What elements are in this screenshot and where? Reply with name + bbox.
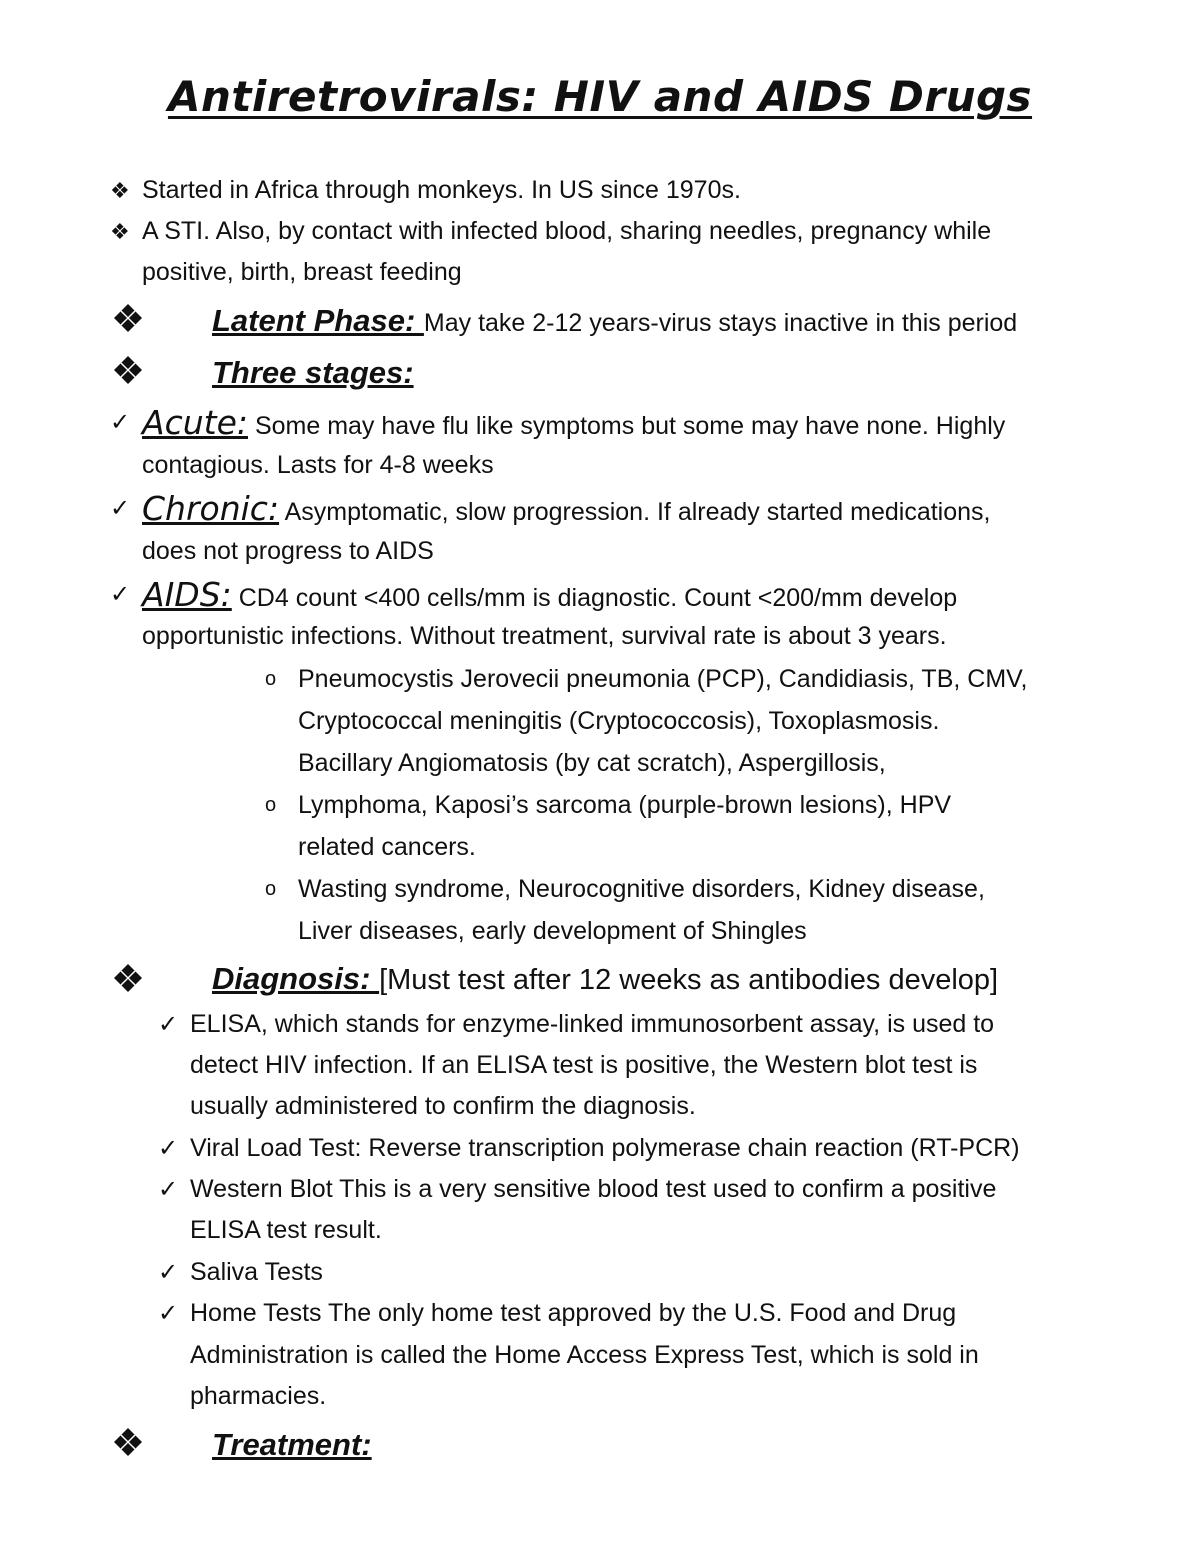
- aids-subitem: Lymphoma, Kaposi’s sarcoma (purple-brown lesions), HPV: [298, 791, 952, 819]
- stage-name: Acute:: [142, 403, 248, 442]
- stage-chronic-cont: does not progress to AIDS: [142, 537, 434, 565]
- check-icon: ✓: [158, 1258, 179, 1286]
- diagnosis-item-cont: detect HIV infection. If an ELISA test is positive, the Western blot test is: [190, 1051, 978, 1079]
- stage-name: Chronic:: [142, 489, 280, 528]
- stage-aids-cont: opportunistic infections. Without treatment, survival rate is about 3 years.: [142, 622, 947, 650]
- check-icon: ✓: [158, 1299, 179, 1327]
- check-icon: ✓: [110, 408, 131, 436]
- check-icon: ✓: [110, 580, 131, 608]
- intro-item: Started in Africa through monkeys. In US since 1970s.: [142, 176, 741, 204]
- aids-subitem: Wasting syndrome, Neurocognitive disorders, Kidney disease,: [298, 875, 985, 903]
- latent-phase-heading: Latent Phase:: [212, 303, 424, 338]
- diagnosis-item-cont: pharmacies.: [190, 1382, 327, 1410]
- check-icon: ✓: [158, 1010, 179, 1038]
- filled-diamond-icon: [112, 354, 144, 386]
- aids-subitem: Pneumocystis Jerovecii pneumonia (PCP), Candidiasis, TB, CMV,: [298, 665, 1028, 693]
- check-icon: ✓: [110, 494, 131, 522]
- treatment-heading: Treatment:: [212, 1427, 372, 1462]
- aids-subitem-cont: Bacillary Angiomatosis (by cat scratch), Aspergillosis,: [298, 749, 886, 777]
- diagnosis-item: ELISA, which stands for enzyme-linked immunosorbent assay, is used to: [190, 1010, 995, 1038]
- intro-item: A STI. Also, by contact with infected blood, sharing needles, pregnancy while: [142, 217, 992, 245]
- filled-diamond-icon: [112, 302, 144, 334]
- diagnosis-heading: Diagnosis:: [212, 961, 380, 996]
- diagnosis-item: Western Blot This is a very sensitive blood test used to confirm a positive: [190, 1175, 997, 1203]
- aids-subitem-cont: Liver diseases, early development of Shingles: [298, 917, 807, 945]
- page-title: Antiretrovirals: HIV and AIDS Drugs: [167, 72, 1033, 121]
- diagnosis-item-cont: Administration is called the Home Access Express Test, which is sold in: [190, 1341, 979, 1369]
- intro-item-cont: positive, birth, breast feeding: [142, 258, 462, 286]
- stage-aids: AIDS: CD4 count <400 cells/mm is diagnostic. Count <200/mm develop: [142, 575, 958, 614]
- circle-bullet-icon: o: [265, 878, 277, 900]
- latent-phase-line: [212, 300, 1017, 344]
- diagnosis-item: Saliva Tests: [190, 1258, 323, 1286]
- stage-chronic: Chronic: Asymptomatic, slow progression. If already started medications,: [142, 489, 991, 528]
- diagnosis-item: Home Tests The only home test approved by the U.S. Food and Drug: [190, 1299, 957, 1327]
- three-stages-heading: Three stages:: [212, 355, 414, 390]
- stage-acute: Acute: Some may have flu like symptoms but some may have none. Highly: [142, 403, 1006, 442]
- filled-diamond-icon: [112, 1426, 144, 1458]
- four-diamond-icon: ❖: [110, 219, 130, 244]
- latent-phase-text: May take 2-12 years-virus stays inactive in this period: [423, 309, 1018, 337]
- circle-bullet-icon: o: [265, 668, 277, 690]
- check-icon: ✓: [158, 1134, 179, 1162]
- diagnosis-item-cont: usually administered to confirm the diagnosis.: [190, 1092, 696, 1120]
- filled-diamond-icon: [112, 962, 144, 994]
- diagnosis-item: Viral Load Test: Reverse transcription polymerase chain reaction (RT-PCR): [190, 1134, 1020, 1162]
- aids-subitem-cont: related cancers.: [298, 833, 476, 861]
- stage-name: AIDS:: [142, 575, 232, 614]
- check-icon: ✓: [158, 1175, 179, 1203]
- stage-acute-cont: contagious. Lasts for 4-8 weeks: [142, 451, 494, 479]
- aids-subitem-cont: Cryptococcal meningitis (Cryptococcosis), Toxoplasmosis.: [298, 707, 940, 735]
- four-diamond-icon: ❖: [110, 178, 130, 203]
- diagnosis-note: [Must test after 12 weeks as antibodies develop]: [379, 964, 999, 996]
- circle-bullet-icon: o: [265, 794, 277, 816]
- diagnosis-line: [212, 958, 998, 1001]
- diagnosis-item-cont: ELISA test result.: [190, 1216, 382, 1244]
